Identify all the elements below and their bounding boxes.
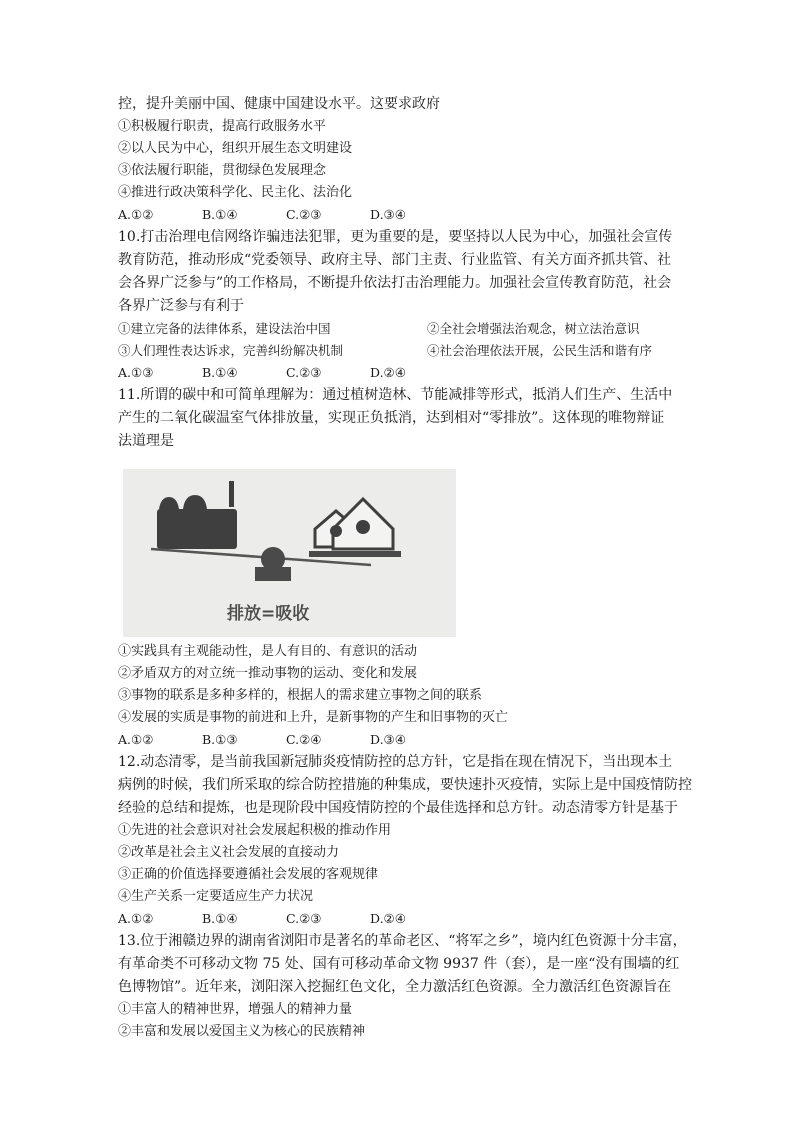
- q9-options: [118, 204, 688, 226]
- q12-statement-2: ②改革是社会主义社会发展的直接动力: [118, 845, 340, 860]
- q9-statement-3: ③依法履行职能，贯彻绿色发展理念: [118, 163, 327, 178]
- q9-statement-4: ④推进行政决策科学化、民主化、法治化: [118, 185, 353, 200]
- q9-statement-1: ①积极履行职责，提高行政服务水平: [118, 119, 327, 134]
- q12-option-a[interactable]: A.①②: [118, 911, 154, 926]
- q11-stem-line-1: 11.所谓的碳中和可简单理解为：通过植树造林、节能减排等形式，抵消人们生产、生活中: [118, 387, 673, 403]
- q13-stem-line-1: 13.位于湘赣边界的湖南省浏阳市是著名的革命老区、“将军之乡”，境内红色资源十分丰富，: [118, 933, 687, 949]
- balance-base: [255, 547, 291, 581]
- exam-page: [118, 93, 692, 1043]
- q10-statements-row-1: [118, 318, 688, 340]
- q10-statement-3: ③人们理性表达诉求，完善纠纷解决机制: [118, 343, 344, 358]
- q12-option-c[interactable]: C.②③: [286, 911, 322, 926]
- q10-option-d[interactable]: D.②④: [370, 365, 406, 380]
- q11-option-c[interactable]: C.②④: [286, 732, 322, 747]
- q13-stem-line-2: 有革命类不可移动文物 75 处、国有可移动革命文物 9937 件（套），是一座“没有围墙的红: [118, 956, 680, 972]
- q10-option-b[interactable]: B.①④: [202, 365, 238, 380]
- q9-stem-continued: 控，提升美丽中国、健康中国建设水平。这要求政府: [118, 96, 440, 112]
- q11-statement-4: ④发展的实质是事物的前进和上升，是新事物的产生和旧事物的灭亡: [118, 710, 509, 725]
- q10-options: [118, 362, 688, 384]
- green-houses-icon: [315, 499, 393, 549]
- q10-statement-1: ①建立完备的法律体系，建设法治中国: [118, 321, 331, 336]
- factory-icon: [157, 481, 237, 549]
- q11-statement-2: ②矛盾双方的对立统一推动事物的运动、变化和发展: [118, 666, 418, 681]
- q10-option-c[interactable]: C.②③: [286, 365, 322, 380]
- q12-statement-3: ③正确的价值选择要遵循社会发展的客观规律: [118, 867, 379, 882]
- right-pan: [309, 551, 401, 557]
- q12-option-b[interactable]: B.①④: [202, 911, 238, 926]
- q11-statement-1: ①实践具有主观能动性，是人有目的、有意识的活动: [118, 644, 418, 659]
- q12-statement-1: ①先进的社会意识对社会发展起积极的推动作用: [118, 823, 392, 838]
- q9-option-d[interactable]: D.③④: [370, 207, 406, 222]
- q11-option-a[interactable]: A.①②: [118, 732, 154, 747]
- q11-option-d[interactable]: D.③④: [370, 732, 406, 747]
- figure-caption: 排放=吸收: [227, 604, 310, 624]
- q13-statement-2: ②丰富和发展以爱国主义为核心的民族精神: [118, 1024, 366, 1039]
- q12-statement-4: ④生产关系一定要适应生产力状况: [118, 889, 314, 904]
- q12-stem-line-1: 12.动态清零，是当前我国新冠肺炎疫情防控的总方针，它是指在现在情况下，当出现本土: [118, 754, 673, 770]
- q11-statement-3: ③事物的联系是多种多样的，根据人的需求建立事物之间的联系: [118, 688, 483, 703]
- q10-stem-line-1: 10.打击治理电信网络诈骗违法犯罪，更为重要的是，要坚持以人民为中心，加强社会宣传: [118, 229, 673, 245]
- q11-stem-line-2: 产生的二氧化碳温室气体排放量，实现正负抵消，达到相对“零排放”。这体现的唯物辩证: [118, 410, 665, 426]
- q12-stem-line-2: 病例的时候，我们所采取的综合防控措施的种集成，要快速扑灭疫情，实际上是中国疫情防控: [118, 777, 692, 793]
- q11-stem-line-3: 法道理是: [118, 433, 174, 449]
- q11-options: [118, 729, 688, 751]
- q13-stem-line-3: 色博物馆”。近年来，浏阳深入挖掘红色文化，全力激活红色资源。全力激活红色资源旨在: [118, 979, 672, 995]
- q9-option-a[interactable]: A.①②: [118, 207, 154, 222]
- carbon-neutral-figure: [123, 469, 456, 637]
- q10-stem-line-2: 教育防范，推动形成“党委领导、政府主导、部门主责、行业监管、有关方面齐抓共管、社: [118, 252, 672, 268]
- q12-option-d[interactable]: D.②④: [370, 911, 406, 926]
- q9-option-c[interactable]: C.②③: [286, 207, 322, 222]
- q12-options: [118, 908, 688, 930]
- q10-statement-2: ②全社会增强法治观念，树立法治意识: [427, 321, 640, 336]
- q10-statements-row-2: [118, 340, 688, 362]
- q11-option-b[interactable]: B.①③: [202, 732, 238, 747]
- q12-stem-line-3: 经验的总结和提炼，也是现阶段中国疫情防控的个最佳选择和总方针。动态清零方针是基于: [118, 800, 678, 816]
- q10-statement-4: ④社会治理依法开展，公民生活和谐有序: [427, 343, 653, 358]
- q10-stem-line-4: 各界广泛参与有利于: [118, 298, 244, 314]
- q9-statement-2: ②以人民为中心，组织开展生态文明建设: [118, 141, 353, 156]
- q10-option-a[interactable]: A.①③: [118, 365, 154, 380]
- q10-stem-line-3: 会各界广泛参与”的工作格局，不断提升依法打击治理能力。加强社会宣传教育防范，社会: [118, 275, 672, 291]
- q13-statement-1: ①丰富人的精神世界，增强人的精神力量: [118, 1002, 353, 1017]
- q9-option-b[interactable]: B.①④: [202, 207, 238, 222]
